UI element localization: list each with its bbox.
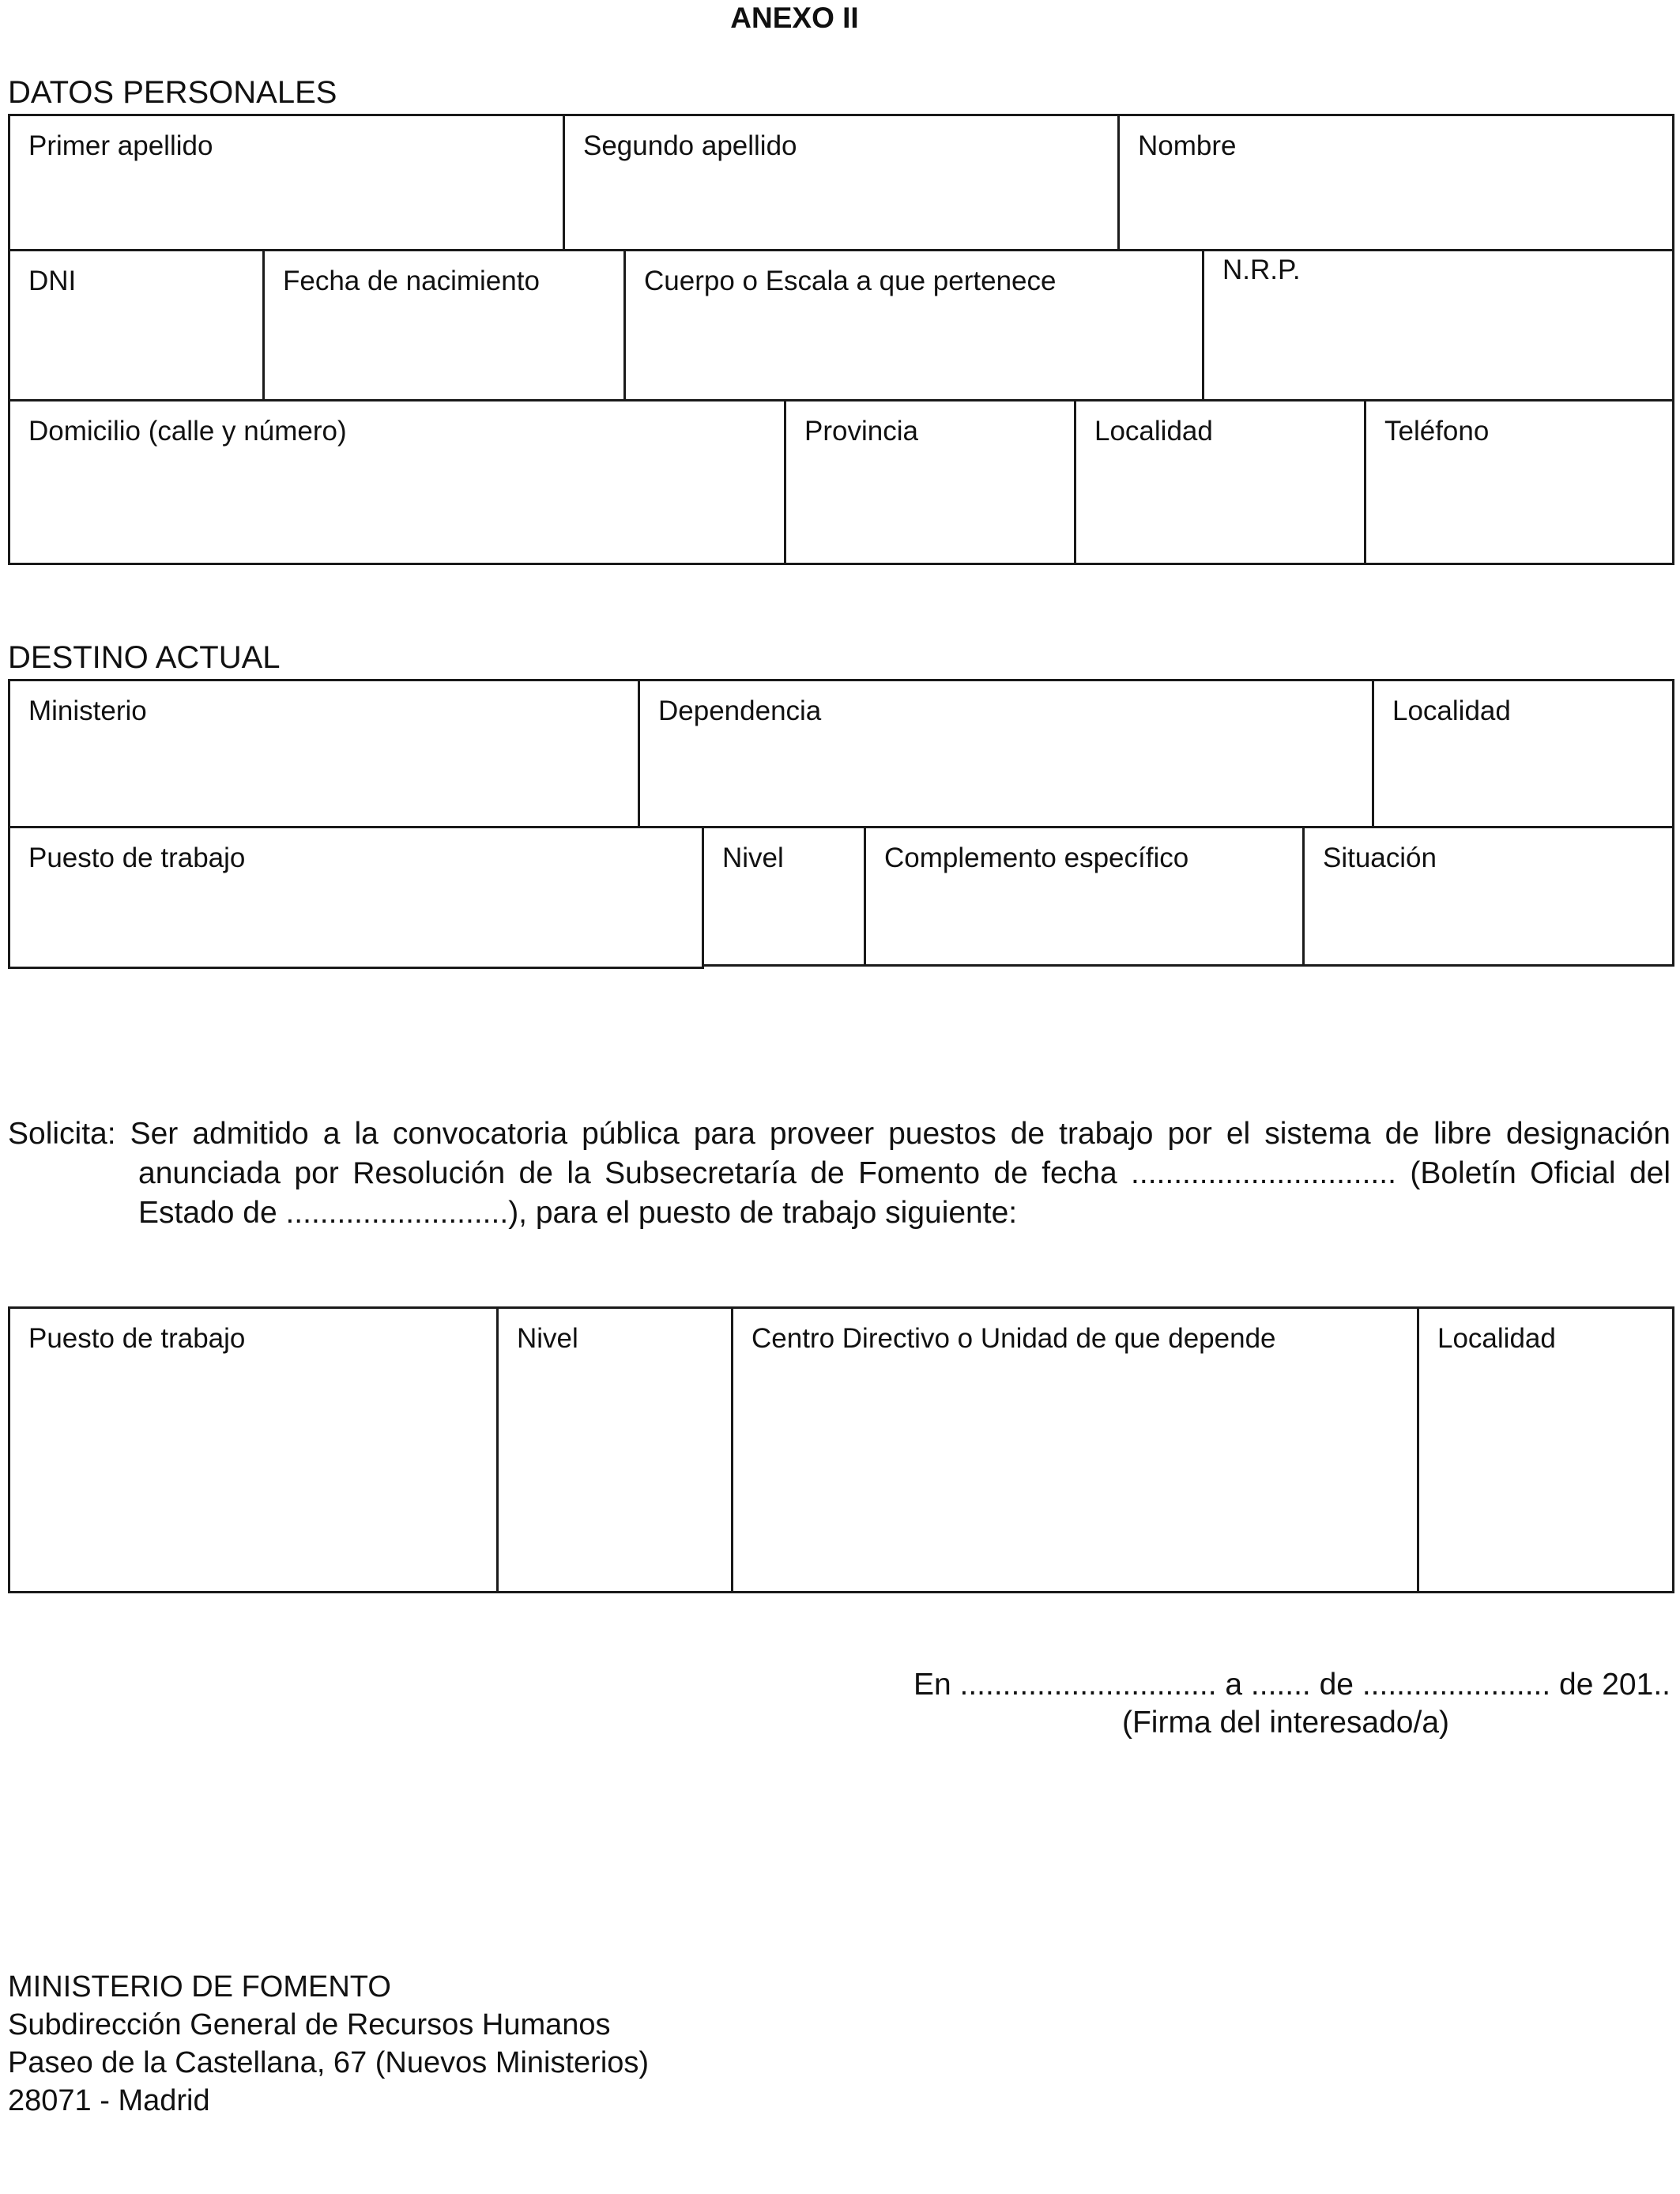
puesto-trabajo-actual-field[interactable] xyxy=(8,826,704,969)
direccion-line-4: 28071 - Madrid xyxy=(8,2084,210,2117)
localidad-solicitada-field[interactable] xyxy=(1417,1306,1674,1593)
nivel-actual-label: Nivel xyxy=(722,843,784,873)
firma-interesado-label: (Firma del interesado/a) xyxy=(1122,1706,1449,1740)
solicita-line-3: Estado de ..........................), para el puesto de trabajo siguiente: xyxy=(138,1196,1018,1230)
cuerpo-escala-label: Cuerpo o Escala a que pertenece xyxy=(644,266,1057,296)
domicilio-field[interactable] xyxy=(8,399,786,565)
primer-apellido-label: Primer apellido xyxy=(28,130,213,161)
centro-directivo-field[interactable] xyxy=(731,1306,1419,1593)
complemento-especifico-label: Complemento específico xyxy=(884,843,1189,873)
solicita-paragraph xyxy=(8,1114,1671,1241)
puesto-trabajo-actual-label: Puesto de trabajo xyxy=(28,843,246,873)
page-title: ANEXO II xyxy=(730,2,859,34)
primer-apellido-field[interactable] xyxy=(8,114,565,251)
puesto-trabajo-solicitado-field[interactable] xyxy=(8,1306,499,1593)
cuerpo-escala-field[interactable] xyxy=(623,249,1204,401)
situacion-label: Situación xyxy=(1323,843,1437,873)
dni-label: DNI xyxy=(28,266,77,296)
localidad-actual-label: Localidad xyxy=(1392,696,1511,726)
domicilio-label: Domicilio (calle y número) xyxy=(28,416,347,447)
fecha-nacimiento-label: Fecha de nacimiento xyxy=(283,266,540,296)
ministerio-field[interactable] xyxy=(8,679,640,828)
telefono-label: Teléfono xyxy=(1384,416,1490,447)
localidad-actual-field[interactable] xyxy=(1372,679,1674,828)
dependencia-label: Dependencia xyxy=(658,696,822,726)
fecha-firma-line: En .............................. a ....... de ...................... de 201.. xyxy=(913,1668,1671,1702)
complemento-especifico-field[interactable] xyxy=(864,826,1305,967)
centro-directivo-label: Centro Directivo o Unidad de que depende xyxy=(751,1323,1276,1354)
destino-actual-heading: DESTINO ACTUAL xyxy=(8,640,281,675)
telefono-field[interactable] xyxy=(1364,399,1674,565)
localidad-label: Localidad xyxy=(1094,416,1213,447)
direccion-ministerio xyxy=(8,1968,649,2120)
solicita-line-2: anunciada por Resolución de la Subsecretaría de Fomento de fecha ............................... (Boletín Oficial del xyxy=(138,1156,1671,1190)
provincia-field[interactable] xyxy=(784,399,1076,565)
puesto-trabajo-solicitado-label: Puesto de trabajo xyxy=(28,1323,246,1354)
direccion-line-1: MINISTERIO DE FOMENTO xyxy=(8,1970,391,2004)
nivel-solicitado-field[interactable] xyxy=(496,1306,733,1593)
solicita-line-1: Solicita: Ser admitido a la convocatoria pública para proveer puestos de trabajo por el sistema de libre designación xyxy=(8,1117,1671,1151)
provincia-label: Provincia xyxy=(804,416,918,447)
direccion-line-3: Paseo de la Castellana, 67 (Nuevos Ministerios) xyxy=(8,2046,650,2079)
direccion-line-2: Subdirección General de Recursos Humanos xyxy=(8,2008,611,2041)
localidad-solicitada-label: Localidad xyxy=(1437,1323,1556,1354)
situacion-field[interactable] xyxy=(1302,826,1674,967)
segundo-apellido-field[interactable] xyxy=(563,114,1120,251)
ministerio-label: Ministerio xyxy=(28,696,147,726)
dni-field[interactable] xyxy=(8,249,265,401)
fecha-nacimiento-field[interactable] xyxy=(262,249,626,401)
nivel-solicitado-label: Nivel xyxy=(517,1323,578,1354)
nombre-field[interactable] xyxy=(1117,114,1674,251)
nrp-field[interactable] xyxy=(1202,249,1674,401)
nombre-label: Nombre xyxy=(1138,130,1237,161)
nivel-actual-field[interactable] xyxy=(702,826,866,967)
dependencia-field[interactable] xyxy=(638,679,1374,828)
datos-personales-heading: DATOS PERSONALES xyxy=(8,75,337,110)
segundo-apellido-label: Segundo apellido xyxy=(583,130,797,161)
localidad-field[interactable] xyxy=(1074,399,1366,565)
nrp-label: N.R.P. xyxy=(1222,254,1301,285)
